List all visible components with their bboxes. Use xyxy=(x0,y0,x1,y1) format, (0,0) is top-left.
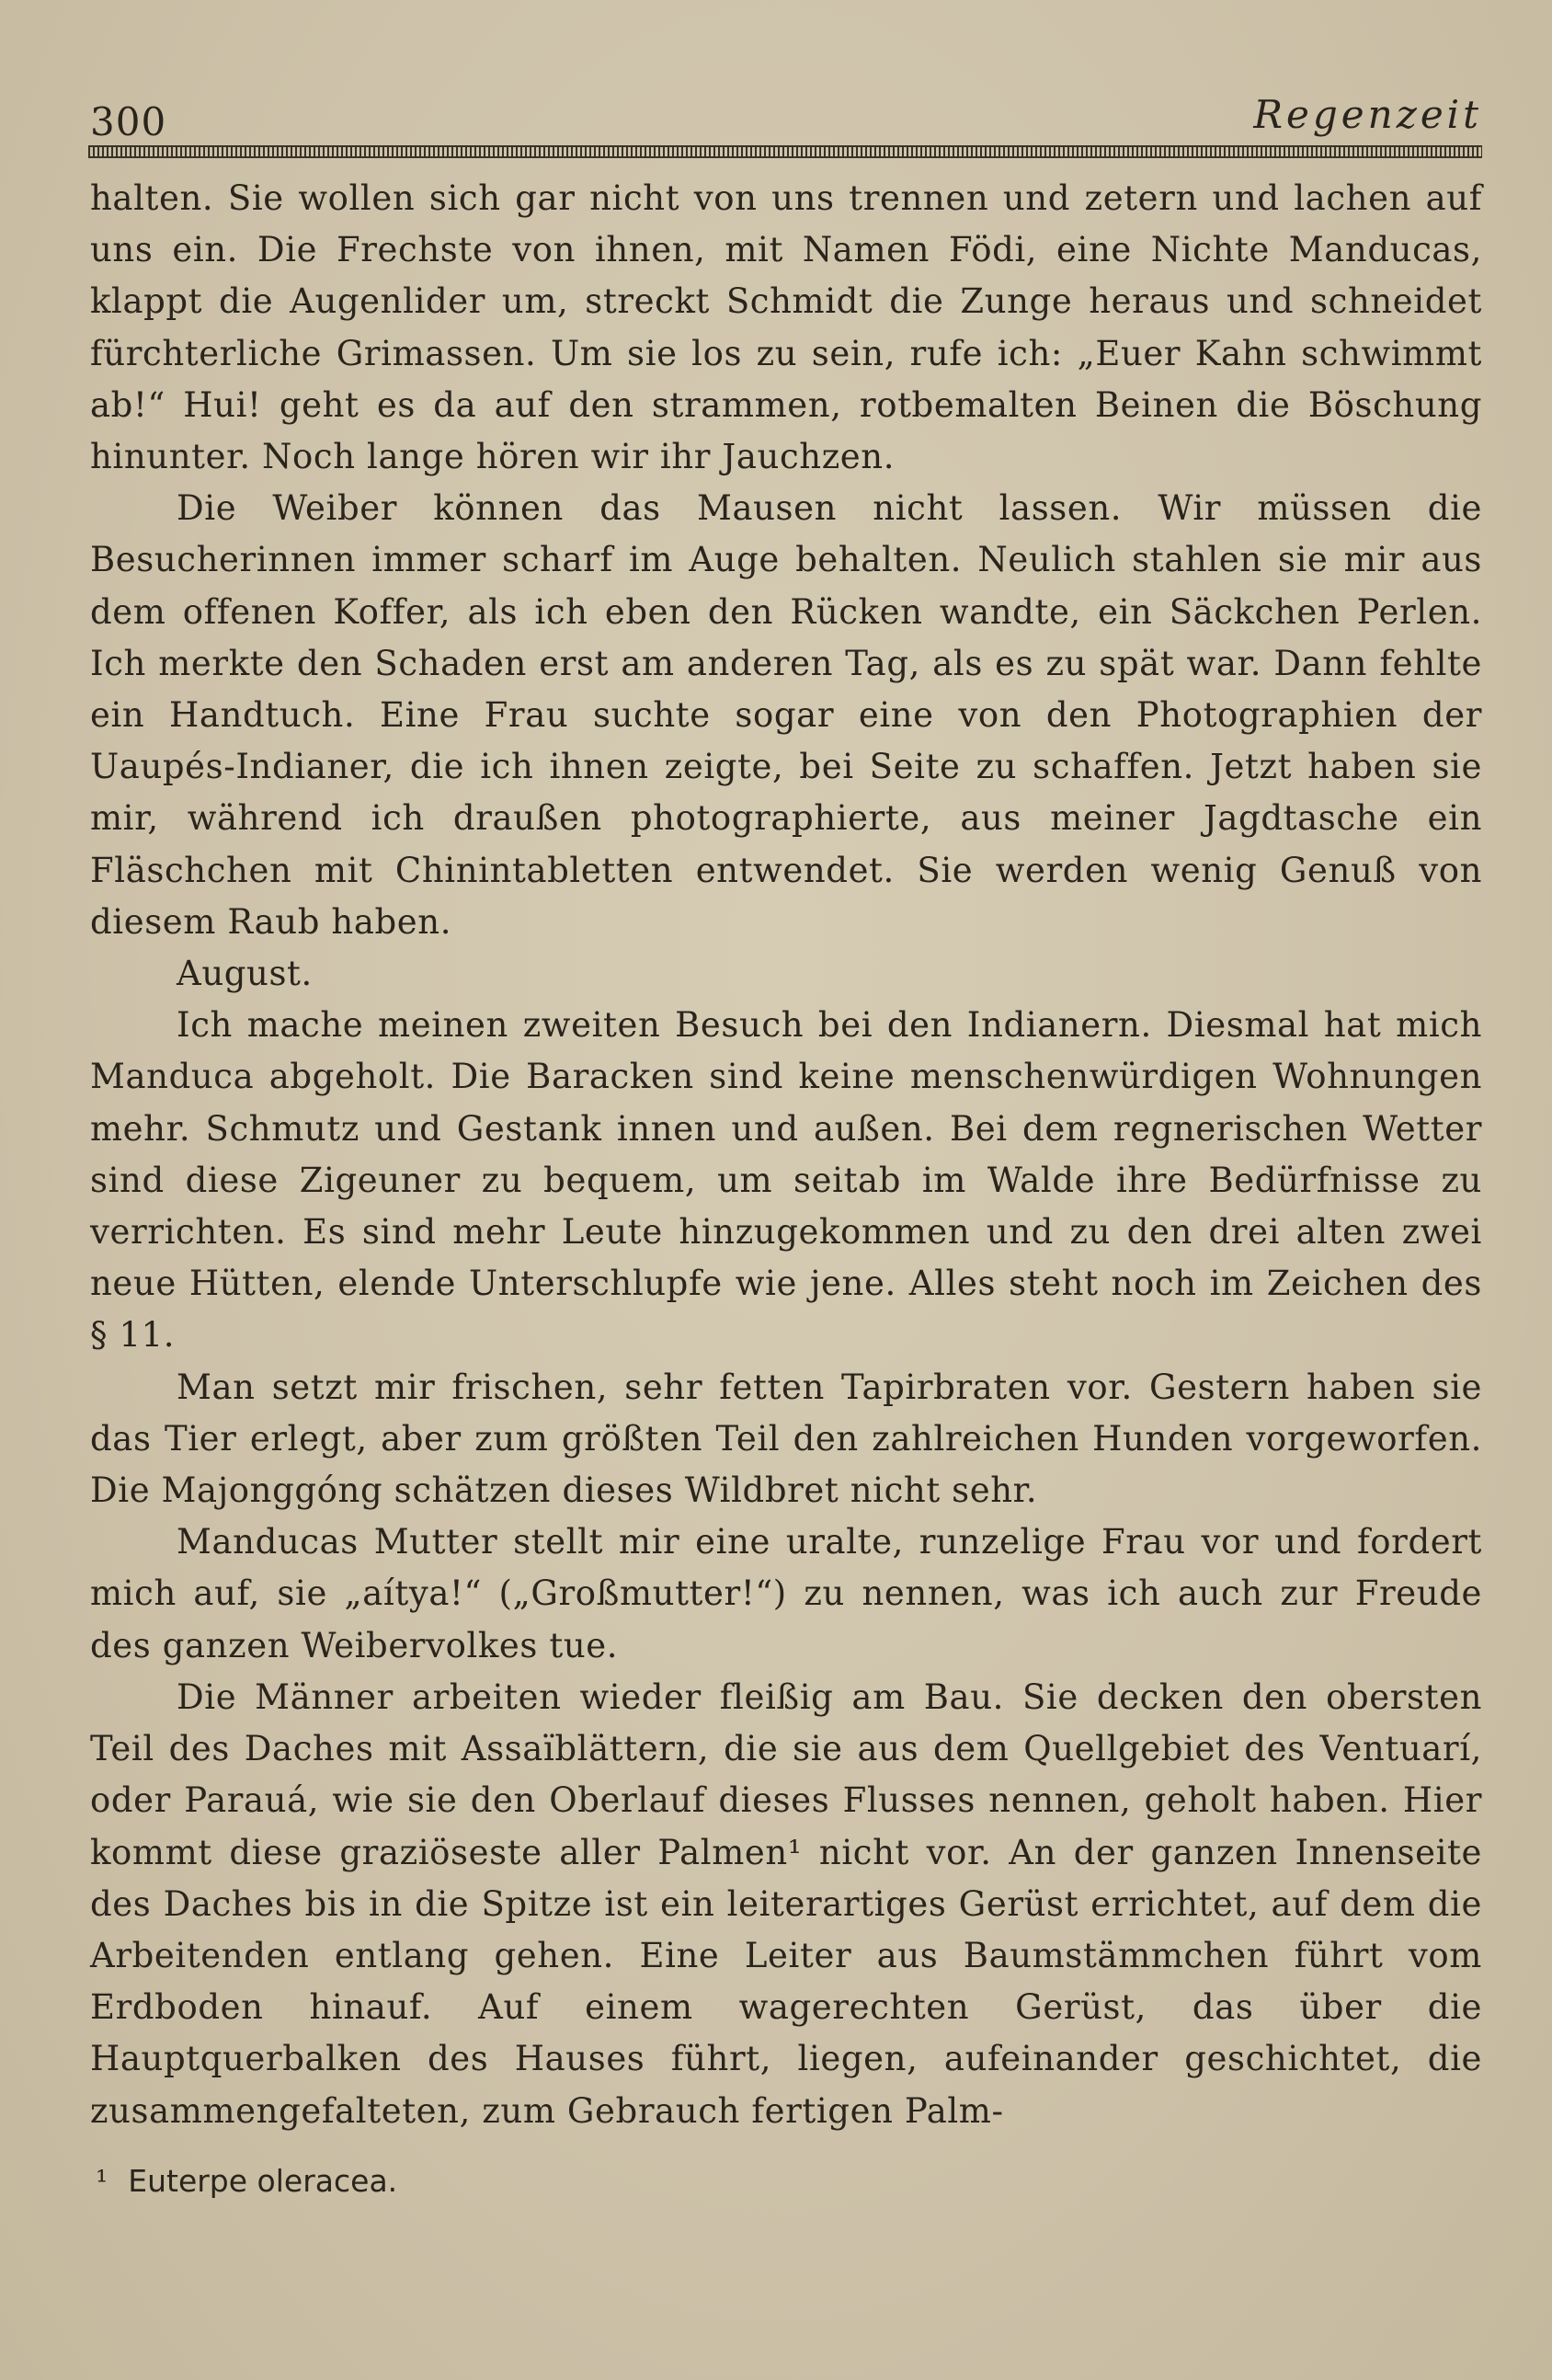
page-header xyxy=(90,92,1482,147)
footnote-text: Euterpe oleracea. xyxy=(128,2163,398,2199)
paragraph: Man setzt mir frischen, sehr fetten Tapirbraten vor. Gestern haben sie das Tier erlegt, aber zum größten Teil den zahlreichen Hunden vorgeworfen. Die Majonggóng schätzen dieses Wildbret nicht sehr. xyxy=(90,1367,1482,1511)
date-line: August. xyxy=(177,954,313,994)
footnote-marker: ¹ xyxy=(96,2163,108,2199)
footnote xyxy=(96,2163,397,2199)
paragraph: Die Männer arbeiten wieder fleißig am Bau. Sie decken den obersten Teil des Daches mit Assaïblättern, die sie aus dem Quellgebiet des Ventuarí, oder Parauá, wie sie den Oberlauf dieses Flusses nennen, geholt haben. Hier kommt diese graziöseste aller Palmen¹ nicht vor. An der ganzen Innenseite des Daches bis in die Spitze ist ein leiterartiges Gerüst errichtet, auf dem die Arbeitenden entlang gehen. Eine Leiter aus Baumstämmchen führt vom Erdboden hinauf. Auf einem wagerechten Gerüst, das über die Hauptquerbalken des Hauses führt, liegen, aufeinander geschichtet, die zusammengefalteten, zum Gebrauch fertigen Palm- xyxy=(90,1676,1482,2131)
paragraph: halten. Sie wollen sich gar nicht von uns trennen und zetern und lachen auf uns ein. Die Frechste von ihnen, mit Namen Födi, eine Nichte Manducas, klappt die Augenlider um, streckt Schmidt die Zunge heraus und schneidet fürchterliche Grimassen. Um sie los zu sein, rufe ich: „Euer Kahn schwimmt ab!“ Hui! geht es da auf den strammen, rotbemalten Beinen die Böschung hinunter. Noch lange hören wir ihr Jauchzen. xyxy=(90,178,1482,477)
paragraph: Ich mache meinen zweiten Besuch bei den Indianern. Diesmal hat mich Manduca abgeholt. Die Baracken sind keine menschenwürdigen Wohnungen mehr. Schmutz und Gestank innen und außen. Bei dem regnerischen Wetter sind diese Zigeuner zu bequem, um seitab im Walde ihre Bedürfnisse zu verrichten. Es sind mehr Leute hinzugekommen und zu den drei alten zwei neue Hütten, elende Unterschlupfe wie jene. Alles steht noch im Zeichen des § 11. xyxy=(90,1005,1482,1356)
body-text xyxy=(90,173,1482,2137)
header-rule xyxy=(88,145,1482,158)
paragraph: Die Weiber können das Mausen nicht lassen. Wir müssen die Besucherinnen immer scharf im Auge behalten. Neulich stahlen sie mir aus dem offenen Koffer, als ich eben den Rücken wandte, ein Säckchen Perlen. Ich merkte den Schaden erst am anderen Tag, als es zu spät war. Dann fehlte ein Handtuch. Eine Frau suchte sogar eine von den Photographien der Uaupés-Indianer, die ich ihnen zeigte, bei Seite zu schaffen. Jetzt haben sie mir, während ich draußen photographierte, aus meiner Jagdtasche ein Fläschchen mit Chinintabletten entwendet. Sie werden wenig Genuß von diesem Raub haben. xyxy=(90,488,1482,942)
running-title: Regenzeit xyxy=(1253,92,1482,137)
page-number: 300 xyxy=(90,99,167,144)
paragraph: Manducas Mutter stellt mir eine uralte, runzelige Frau vor und fordert mich auf, sie „aítya!“ („Großmutter!“) zu nennen, was ich auch zur Freude des ganzen Weibervolkes tue. xyxy=(90,1522,1482,1665)
